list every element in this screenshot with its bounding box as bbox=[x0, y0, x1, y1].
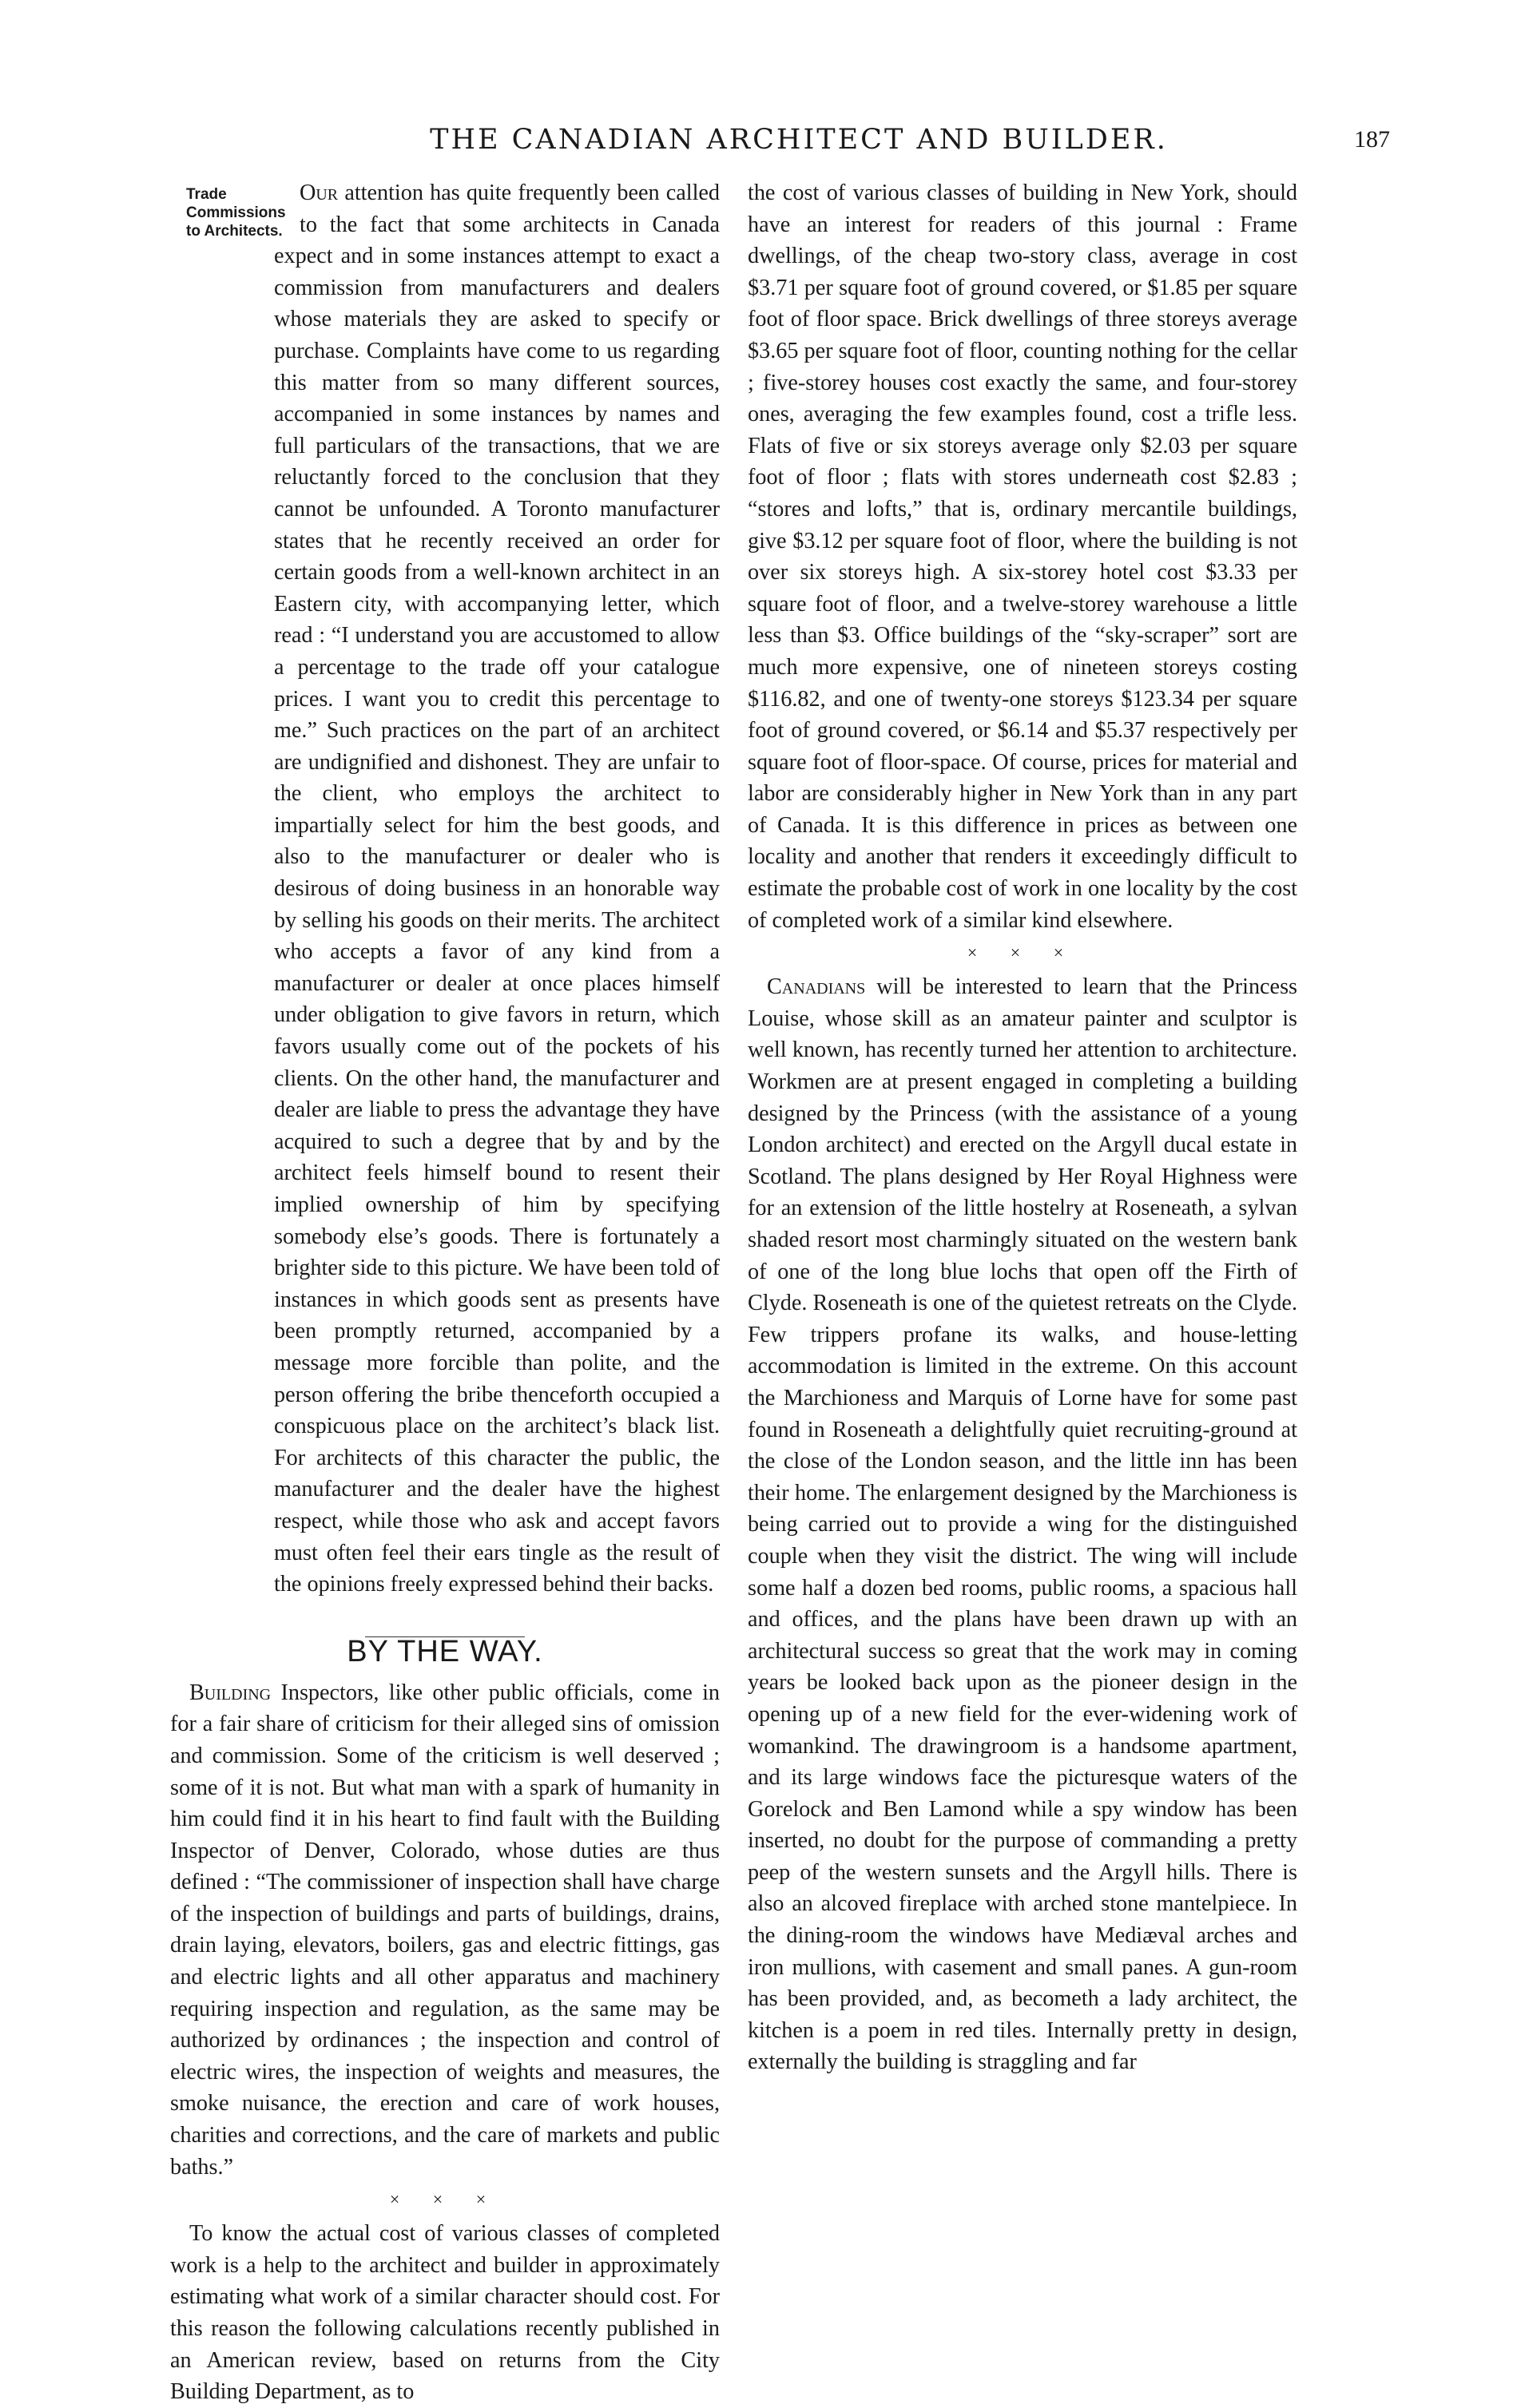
masthead bbox=[0, 120, 1517, 160]
paragraph-text: Inspectors, like other public officials, come in for a fair share of criticism for their alleged sins of omission and commission. Some of the criticism is well deserved ; some of it is not. But what man with a spark of humanity in him could find it in his heart to find fault with the Building Inspector of Denver, Colorado, whose duties are thus defined : “The commissioner of inspection shall have charge of the inspection of buildings and parts of buildings, drains, drain laying, elevators, boilers, gas and electric fittings, gas and electric lights and all other apparatus and machinery requiring inspection and regulation, as the same may be authorized by ordinances ; the inspection and control of electric wires, the inspection of weights and measures, the smoke nuisance, the erection and care of work houses, charities and corrections, and the care of markets and public baths.” bbox=[170, 1680, 721, 2180]
page-number: 187 bbox=[1354, 126, 1390, 153]
paragraph-text: To know the actual cost of various classes of completed work is a help to the architect and builder in approximately estimating what work of a similar character should cost. For this reason the following calculations recently published in an American review, based on returns from the City Building Department, as to bbox=[170, 2221, 720, 2405]
trade-commissions-paragraph bbox=[186, 177, 721, 1601]
drop-word: Canadians bbox=[767, 974, 866, 1000]
article-trade-commissions bbox=[170, 177, 720, 1601]
costs-paragraph bbox=[170, 2218, 720, 2408]
princess-paragraph bbox=[748, 971, 1297, 2078]
section-divider bbox=[170, 1615, 720, 1623]
paragraph-text: attention has quite frequently been called to the fact that some architects in Canada expect and in some instances attempt to exact a commission from manufacturers and dealers whose materials they are asked to specify or purchase. Complaints have come to us regarding this matter from so many different sources, accompanied in some instances by names and full particulars of the transactions, that we are reluctantly forced to the conclusion that they cannot be unfounded. A Toronto manufacturer states that he recently received an order for certain goods from a well-known architect in an Eastern city, with accompanying letter, which read : “I understand you are accustomed to allow a percentage to the trade off your catalogue prices. I want you to credit this percentage to me.” Such practices on the part of an architect are undignified and dishonest. They are unfair to the client, who employs the architect to impartially select for him the best goods, and also to the manufacturer or dealer who is desirous of doing business in an honorable way by selling his goods on their merits. The architect who accepts a favor of any kind from a manufacturer or dealer at once places himself under obligation to give favors in return, which favors usually come out of the pockets of his clients. On the other hand, the manufacturer and dealer are liable to press the advantage they have acquired to such a degree that by and by the architect feels himself bound to resent their implied ownership of him by specifying somebody else’s goods. There is fortunately a brighter side to this picture. We have been told of instances in which goods sent as presents have been promptly returned, accompanied by a message more forcible than polite, and the person offering the bribe thenceforth occupied a conspicuous place on the architect’s black list. For architects of this character the public, the manufacturer and the dealer have the highest respect, while those who ask and accept favors must often feel their ears tingle as the result of the opinions freely expressed behind their backs. bbox=[274, 181, 721, 1597]
left-column bbox=[170, 177, 721, 2405]
costs-paragraph-continued: the cost of various classes of building in New York, should have an interest for readers of this journal : Frame dwellings, of the cheap two-story class, average in cost $3.71 per square foot of ground covered, or $1.85 per square foot of floor space. Brick dwellings of three storeys average $3.65 per square foot of floor, counting nothing for the cellar ; five-storey houses cost exactly the same, and four-storey ones, averaging the few examples found, cost a trifle less. Flats of five or six storeys average only $2.03 per square foot of floor ; flats with stores underneath cost $2.83 ; “stores and lofts,” that is, ordinary mercantile buildings, give $3.12 per square foot of floor, where the building is not over six storeys high. A six-storey hotel cost $3.33 per square foot of floor, and a twelve-storey warehouse a little less than $3. Office buildings of the “sky-scraper” sort are much more expensive, one of nineteen storeys costing $116.82, and one of twenty-one storeys $123.34 per square foot of ground covered, or $6.14 and $5.37 respectively per square foot of floor-space. Of course, prices for material and labor are considerably higher in New York than in any part of Canada. It is this difference in prices as between one locality and another that renders it exceedingly difficult to estimate the probable cost of work in one locality by the cost of completed work of a similar kind elsewhere. bbox=[748, 181, 1297, 933]
paragraph-text: will be interested to learn that the Princess Louise, whose skill as an amateur painter and sculptor is well known, has recently turned her attention to architecture. Workmen are at present engaged in completing a building designed by the Princess (with the assistance of a young London architect) and erected on the Argyll ducal estate in Scotland. The plans designed by Her Royal Highness were for an extension of the little hostelry at Roseneath, a sylvan shaded resort most charmingly situated on the western bank of one of the long blue lochs that open off the Firth of Clyde. Roseneath is one of the quietest retreats on the Clyde. Few trippers profane its walks, and house-letting accommodation is limited in the extreme. On this account the Marchioness and Marquis of Lorne have for some past found in Roseneath a delightfully quiet recruiting-ground at the close of the London season, and the little inn has been their home. The enlargement designed by the Marchioness is being carried out to provide a wing for the distinguished couple when they visit the district. The wing will include some half a dozen bed rooms, public rooms, a spacious hall and offices, and the plans have been drawn up with an architectural success so great that the work may in coming years be looked back upon as the pioneer design in the opening up of a new field for the ever-widening work of womankind. The drawingroom is a handsome apartment, and its large windows face the picturesque waters of the Gorelock and Ben Lamond while a spy window has been inserted, no doubt for the purpose of commanding a pretty peep of the western sunsets and the Argyll hills. There is also an alcoved fireplace with arched stone mantelpiece. In the dining-room the windows have Mediæval arches and iron mullions, with casement and small panes. A gun-room has been provided, and, as becometh a lady architect, the kitchen is a poem in red tiles. Internally pretty in design, externally the building is straggling and far bbox=[748, 974, 1298, 2075]
section-heading: BY THE WAY. bbox=[347, 1634, 543, 1668]
inspectors-paragraph bbox=[170, 1677, 720, 2184]
paragraph-separator: × × × bbox=[967, 942, 1078, 963]
drop-word: Our bbox=[300, 181, 339, 205]
paragraph-separator: × × × bbox=[389, 2189, 501, 2210]
drop-word: Building bbox=[189, 1680, 272, 1705]
journal-title: THE CANADIAN ARCHITECT AND BUILDER. bbox=[430, 124, 1168, 156]
side-heading: Trade Commissions to Architects. bbox=[186, 186, 286, 240]
right-column bbox=[748, 177, 1297, 2302]
